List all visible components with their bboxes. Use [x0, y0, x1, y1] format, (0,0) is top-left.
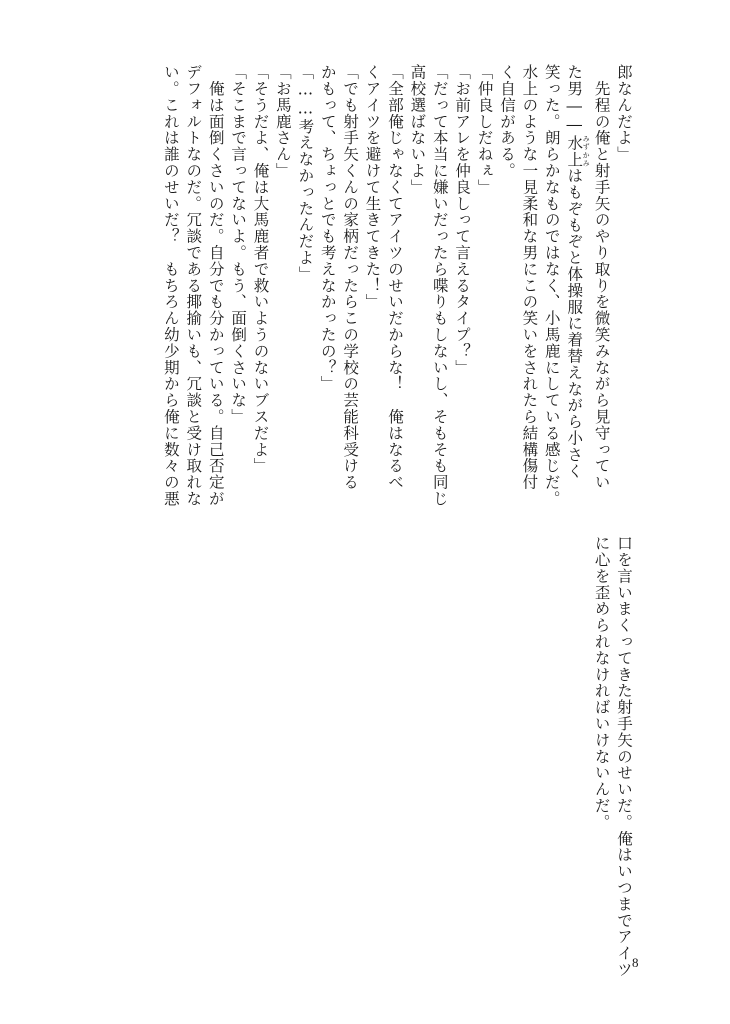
text-line: た男――水上 みずかみはもぞもぞと体操服に着替えながら小さく — [565, 64, 591, 480]
text-line: 「そこまで言ってないよ。もう、面倒くさいな」 — [229, 64, 248, 425]
continuation-text-block — [590, 535, 635, 978]
text-line: 「全部俺じゃなくてアイツのせいだからな！ 俺はなるべ — [385, 64, 404, 491]
text-line: 「仲良しだねぇ」 — [475, 64, 494, 196]
text-line: 水上のような一見柔和な男にこの笑いをされたら結構傷付 — [520, 64, 539, 491]
furigana-ruby: 水上 みずかみ — [565, 134, 591, 168]
text-line: 口を言いまくってきた射手矢のせいだ。俺はいつまでアイツ — [615, 535, 633, 978]
main-text-block — [159, 64, 635, 507]
text-line: 「……考えなかったんだよ」 — [296, 64, 315, 283]
text-line: 高校選ばないよ」 — [408, 64, 427, 196]
text-line: 郎なんだよ」 — [615, 64, 633, 163]
text-line: 「お前アレを仲良しって言えるタイプ？」 — [453, 64, 472, 376]
text-line: くアイツを避けて生きてきた！」 — [363, 64, 382, 310]
text-line: かもって、ちょっとでも考えなかったの？」 — [318, 64, 337, 392]
text-line: 「お馬鹿さん」 — [273, 64, 292, 179]
text-line: 「でも射手矢くんの家柄だったらこの学校の芸能科受ける — [341, 64, 360, 491]
text-line: デフォルトなのだ。冗談である揶揄いも、冗談と受け取れな — [184, 64, 203, 507]
page-number: 8 — [632, 955, 639, 970]
text-line: い。これは誰のせいだ？ もちろん幼少期から俺に数々の悪 — [161, 64, 180, 507]
text-line: く自信がある。 — [497, 64, 516, 179]
text-line: に心を歪められなければいけないんだ。 — [592, 535, 611, 831]
text-line: 「そうだよ、俺は大馬鹿者で救いようのないブスだよ」 — [251, 64, 270, 474]
text-line: 先程の俺と射手矢のやり取りを微笑みながら見守ってい — [592, 64, 611, 491]
text-line: 「だって本当に嫌いだったら喋りもしないし、そもそも同じ — [430, 64, 449, 507]
text-line: 笑った。朗らかなものではなく、小馬鹿にしている感じだ。 — [542, 64, 561, 507]
text-line: 俺は面倒くさいのだ。自分でも分かっている。自己否定が — [206, 64, 225, 507]
furigana-reading: みずかみ — [582, 134, 591, 168]
